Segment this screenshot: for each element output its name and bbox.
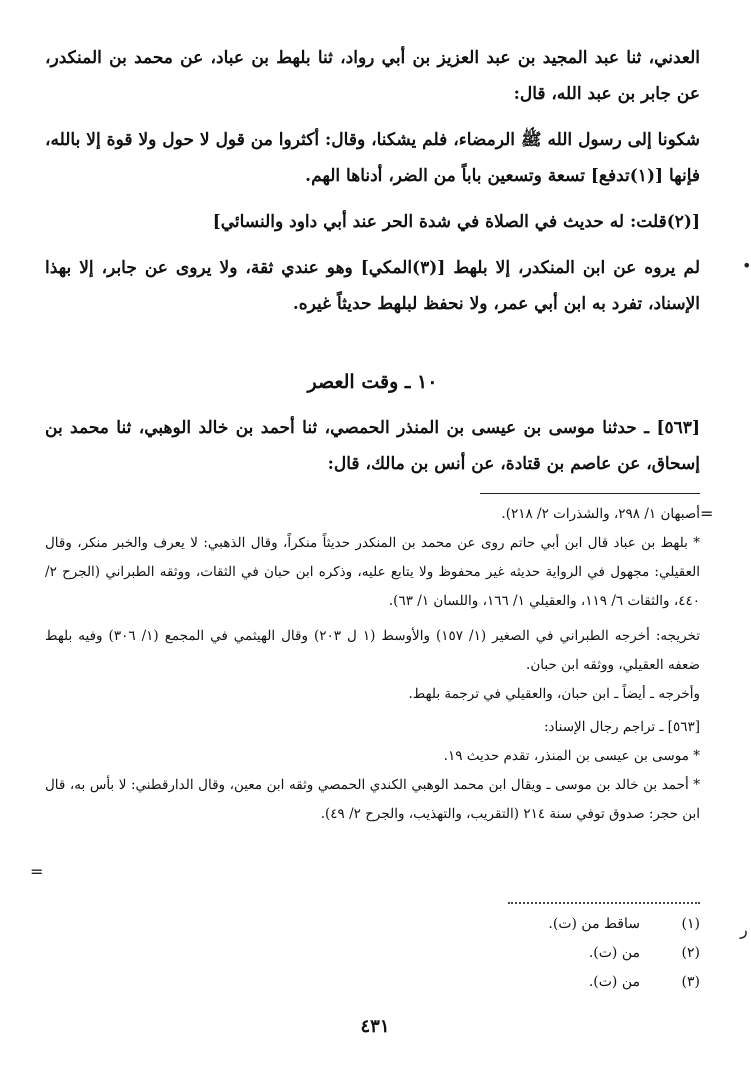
hadith-563 [45,410,700,482]
margin-mark-mid: • [742,256,751,275]
note-text: من (ت). [588,945,640,961]
footnote-line: تخريجه: أخرجه الطبراني في الصغير (١/ ١٥٧) والأوسط (١ ل ٢٠٣) وقال الهيثمي في المجمع (١/ ٣٠٦) وفيه بلهط ضعفه العقيلي، ووثقه ابن حبان. [45,628,701,673]
main-text [45,40,700,322]
footnote-line: وأخرجه ـ أيضاً ـ ابن حبان، والعقيلي في ترجمة بلهط. [408,686,700,702]
note-row [505,968,700,997]
note-number: (١) [681,916,700,932]
page-number: ٤٣١ [360,1016,390,1037]
margin-mark-bottom: = [30,862,44,881]
paragraph-isnad: العدني، ثنا عبد المجيد بن عبد العزيز بن أبي رواد، ثنا بلهط بن عباد، عن محمد بن المنكدر، عن جابر بن عبد الله، قال: [45,48,700,104]
footnote-line: * أحمد بن خالد بن موسى ـ ويقال ابن محمد الوهبي الكندي الحمصي وثقه ابن معين، وقال الدارقطني: لا بأس به، قال ابن حجر: صدوق توفي سنة ٢١٤ (التقريب، والتهذيب، والجرح ٢/ ٤٩). [45,777,700,822]
paragraph-hadith-text: شكونا إلى رسول الله ﷺ الرمضاء، فلم يشكنا، وقال: أكثروا من قول لا حول ولا قوة إلا بالله، فإنها [(١)تدفع] تسعة وتسعين باباً من الضر، أدناها الهم. [45,130,700,186]
margin-mark-low: ر [740,920,748,939]
variant-notes [505,910,700,997]
note-text: ساقط من (ت). [548,916,640,932]
footnote-separator [480,493,700,494]
footnote-line: أصبهان ١/ ٢٩٨، والشذرات ٢/ ٢١٨). [501,506,700,522]
note-number: (٢) [681,945,700,961]
notes-separator [508,902,700,904]
paragraph-hadith-563: [٥٦٣] ـ حدثنا موسى بن عيسى بن المنذر الحمصي، ثنا أحمد بن خالد الوهبي، ثنا محمد بن إسحاق، عن عاصم بن قتادة، عن أنس بن مالك، قال: [45,418,700,474]
footnote-line: * موسى بن عيسى بن المنذر، تقدم حديث ١٩. [443,748,700,764]
note-row [505,939,700,968]
footnote-line: [٥٦٣] ـ تراجم رجال الإسناد: [543,719,700,735]
section-title: ١٠ ـ وقت العصر [307,371,438,393]
footnotes [45,500,700,829]
paragraph-note: [(٢)قلت: له حديث في الصلاة في شدة الحر عند أبي داود والنسائي] [212,212,700,232]
note-text: من (ت). [588,974,640,990]
paragraph-commentary: لم يروه عن ابن المنكدر، إلا بلهط [(٣)المكي] وهو عندي ثقة، ولا يروى عن جابر، إلا بهذا الإسناد، تفرد به ابن أبي عمر، ولا نحفظ لبلهط حديثاً غيره. [45,258,700,314]
margin-mark-top: = [700,504,714,523]
note-row [505,910,700,939]
note-number: (٣) [681,974,700,990]
footnote-line: * بلهط بن عباد قال ابن أبي حاتم روى عن محمد بن المنكدر حديثاً منكراً، وقال الذهبي: لا يعرف والخبر منكر، وقال العقيلي: مجهول في الرواية حديثه غير محفوظ ولا يتابع عليه، وذكره ابن حبان في الثقات، ووثقه الطبراني (الجرح ٢/ ٤٤٠، والثقات ٦/ ١١٩، والعقيلي ١/ ١٦٦، واللسان ١/ ٦٣). [45,535,700,609]
